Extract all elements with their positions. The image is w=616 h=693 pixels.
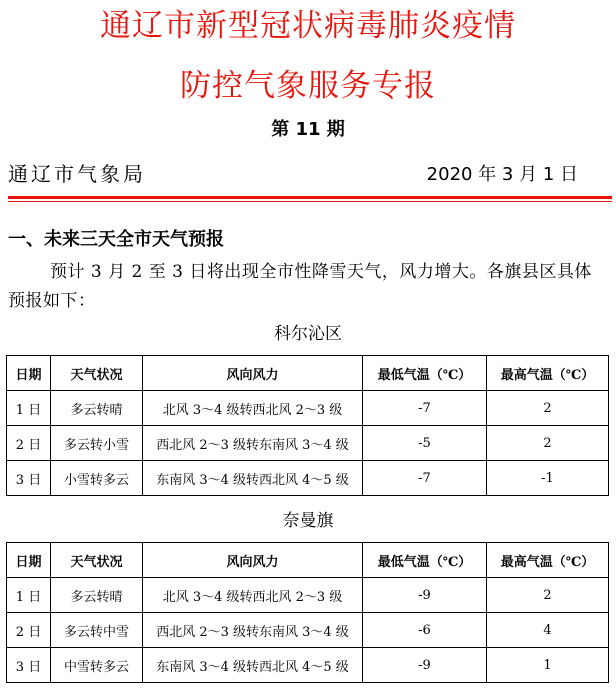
cell-wind: 西北风 2～3 级转东南风 3～4 级 bbox=[143, 613, 363, 648]
cell-weather: 多云转晴 bbox=[51, 578, 143, 613]
table-row bbox=[7, 426, 609, 461]
region-name-naiman: 奈曼旗 bbox=[282, 511, 334, 531]
cell-low: -5 bbox=[363, 426, 487, 461]
issuing-agency: 通辽市气象局 bbox=[8, 162, 146, 186]
table-row bbox=[7, 391, 609, 426]
forecast-table-horqin bbox=[6, 355, 609, 496]
cell-day: 3 日 bbox=[7, 648, 51, 683]
cell-low: -7 bbox=[363, 391, 487, 426]
header-divider-thick bbox=[8, 196, 612, 199]
table-header-row bbox=[7, 356, 609, 391]
cell-high: 4 bbox=[487, 613, 609, 648]
cell-wind: 北风 3～4 级转西北风 2～3 级 bbox=[143, 578, 363, 613]
cell-low: -7 bbox=[363, 461, 487, 496]
cell-high: 2 bbox=[487, 578, 609, 613]
cell-wind: 东南风 3～4 级转西北风 4～5 级 bbox=[143, 461, 363, 496]
forecast-summary: 预计 3 月 2 至 3 日将出现全市性降雪天气，风力增大。各旗县区具体预报如下： bbox=[8, 262, 592, 311]
region-name-horqin: 科尔沁区 bbox=[274, 324, 342, 344]
cell-low: -9 bbox=[363, 648, 487, 683]
cell-day: 2 日 bbox=[7, 426, 51, 461]
cell-day: 3 日 bbox=[7, 461, 51, 496]
col-header-date: 日期 bbox=[7, 356, 51, 391]
table-header-row bbox=[7, 543, 609, 578]
cell-day: 1 日 bbox=[7, 391, 51, 426]
section-heading: 一、未来三天全市天气预报 bbox=[8, 229, 224, 250]
cell-wind: 东南风 3～4 级转西北风 4～5 级 bbox=[143, 648, 363, 683]
table-row bbox=[7, 578, 609, 613]
cell-weather: 中雪转多云 bbox=[51, 648, 143, 683]
cell-day: 2 日 bbox=[7, 613, 51, 648]
table-row bbox=[7, 613, 609, 648]
cell-high: 1 bbox=[487, 648, 609, 683]
table-row bbox=[7, 648, 609, 683]
col-header-high-temp: 最高气温（℃） bbox=[487, 356, 609, 391]
report-title-line2: 防控气象服务专报 bbox=[180, 68, 436, 104]
cell-weather: 小雪转多云 bbox=[51, 461, 143, 496]
col-header-high-temp: 最高气温（℃） bbox=[487, 543, 609, 578]
table-row bbox=[7, 461, 609, 496]
issue-number: 第 11 期 bbox=[271, 119, 345, 140]
col-header-low-temp: 最低气温（℃） bbox=[363, 356, 487, 391]
header-divider-thin bbox=[8, 201, 612, 202]
cell-weather: 多云转中雪 bbox=[51, 613, 143, 648]
col-header-weather: 天气状况 bbox=[51, 543, 143, 578]
cell-high: 2 bbox=[487, 391, 609, 426]
cell-weather: 多云转小雪 bbox=[51, 426, 143, 461]
cell-weather: 多云转晴 bbox=[51, 391, 143, 426]
col-header-wind: 风向风力 bbox=[143, 356, 363, 391]
forecast-table-naiman bbox=[6, 542, 609, 683]
cell-high: 2 bbox=[487, 426, 609, 461]
col-header-wind: 风向风力 bbox=[143, 543, 363, 578]
cell-low: -6 bbox=[363, 613, 487, 648]
cell-high: -1 bbox=[487, 461, 609, 496]
col-header-date: 日期 bbox=[7, 543, 51, 578]
cell-day: 1 日 bbox=[7, 578, 51, 613]
report-title-line1: 通辽市新型冠状病毒肺炎疫情 bbox=[100, 8, 516, 44]
col-header-weather: 天气状况 bbox=[51, 356, 143, 391]
cell-low: -9 bbox=[363, 578, 487, 613]
issue-date: 2020 年 3 月 1 日 bbox=[426, 164, 578, 185]
cell-wind: 北风 3～4 级转西北风 2～3 级 bbox=[143, 391, 363, 426]
cell-wind: 西北风 2～3 级转东南风 3～4 级 bbox=[143, 426, 363, 461]
col-header-low-temp: 最低气温（℃） bbox=[363, 543, 487, 578]
